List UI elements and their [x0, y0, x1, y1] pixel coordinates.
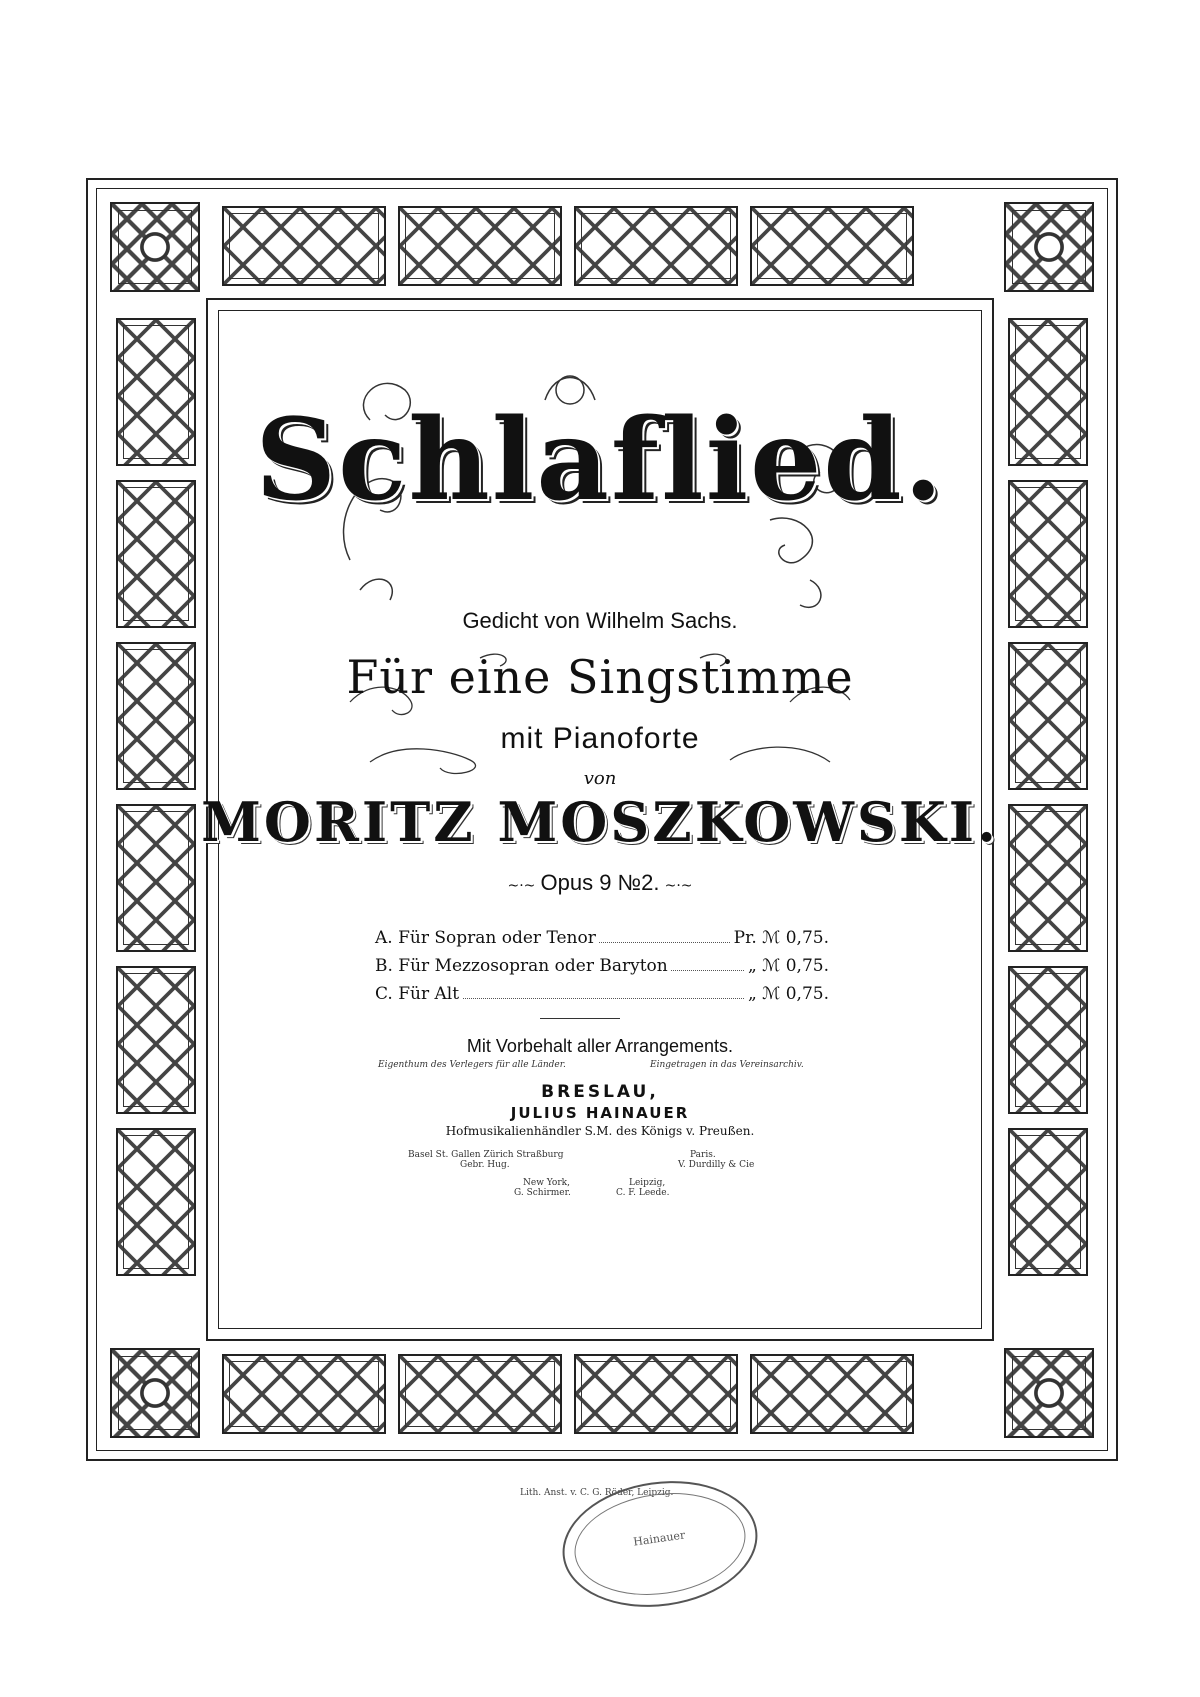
publisher-name: JULIUS HAINAUER	[510, 1104, 690, 1122]
corner-ornament-top-right	[1004, 202, 1094, 292]
edition-row	[372, 956, 832, 982]
border-panel-top	[222, 206, 386, 286]
border-panel-bottom	[222, 1354, 386, 1434]
engraver-note: Lith. Anst. v. C. G. Röder, Leipzig.	[520, 1488, 674, 1498]
corner-ornament-top-left	[110, 202, 200, 292]
registration-note: Eingetragen in das Vereinsarchiv.	[650, 1060, 804, 1070]
border-panel-top	[750, 206, 914, 286]
agent-leipzig: Leipzig,	[629, 1178, 666, 1188]
stamp-text: Hainauer	[632, 1528, 686, 1549]
by-label: von	[583, 768, 617, 789]
agent-paris-firm: V. Durdilly & Cie	[678, 1160, 755, 1170]
border-panel-left	[116, 1128, 196, 1276]
opus-line: ~·~ Opus 9 №2. ~·~	[507, 870, 693, 895]
border-panel-bottom	[750, 1354, 914, 1434]
edition-price: Pr. ℳ 0,75.	[731, 928, 832, 948]
border-panel-bottom	[398, 1354, 562, 1434]
accompaniment: mit Pianoforte	[500, 722, 700, 755]
edition-row	[372, 928, 832, 954]
agent-newyork: New York,	[523, 1178, 570, 1188]
edition-label: A. Für Sopran oder Tenor	[372, 928, 599, 948]
publisher-title: Hofmusikalienhändler S.M. des Königs v. Preußen.	[445, 1124, 755, 1138]
rights-notice: Mit Vorbehalt aller Arrangements.	[466, 1036, 734, 1056]
divider	[540, 1018, 620, 1019]
voice-designation: Für eine Singstimme	[346, 650, 854, 704]
border-panel-right	[1008, 1128, 1088, 1276]
agent-paris: Paris.	[690, 1150, 716, 1160]
border-panel-top	[574, 206, 738, 286]
publisher-city: BRESLAU,	[541, 1082, 659, 1102]
border-panel-bottom	[574, 1354, 738, 1434]
border-panel-top	[398, 206, 562, 286]
agent-basel-firm: Gebr. Hug.	[460, 1160, 510, 1170]
opus-number: Opus 9 №2.	[540, 870, 660, 895]
edition-label: B. Für Mezzosopran oder Baryton	[372, 956, 671, 976]
edition-label: C. Für Alt	[372, 984, 462, 1004]
ownership-note: Eigenthum des Verlegers für alle Länder.	[378, 1060, 566, 1070]
corner-ornament-bottom-left	[110, 1348, 200, 1438]
edition-row	[372, 984, 832, 1010]
agent-basel: Basel St. Gallen Zürich Straßburg	[408, 1150, 564, 1160]
composer-name: MORITZ MOSZKOWSKI.	[201, 790, 999, 854]
edition-price: „ ℳ 0,75.	[745, 956, 832, 976]
corner-ornament-bottom-right	[1004, 1348, 1094, 1438]
poet-credit: Gedicht von Wilhelm Sachs.	[462, 608, 738, 633]
agent-newyork-firm: G. Schirmer.	[514, 1188, 571, 1198]
edition-price: „ ℳ 0,75.	[745, 984, 832, 1004]
title: Schlaflied.	[255, 395, 945, 526]
agent-leipzig-firm: C. F. Leede.	[616, 1188, 670, 1198]
